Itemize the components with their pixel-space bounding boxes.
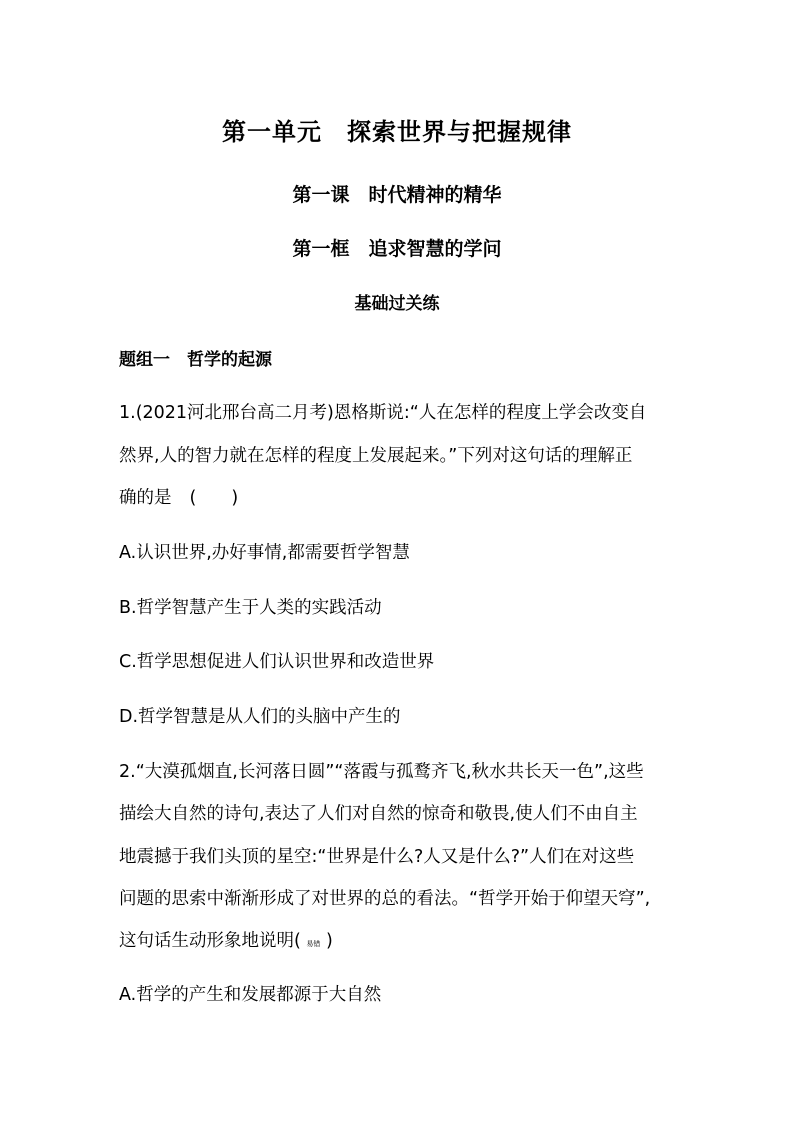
answer-bracket-close: ) [325,931,333,951]
question-2-line-3: 地震撼于我们头顶的星空:“世界是什么?人又是什么?”人们在对这些 [119,847,635,867]
lesson-title: 第一课 时代精神的精华 [292,184,502,206]
question-1-line-2: 然界,人的智力就在怎样的程度上发展起来。”下列对这句话的理解正 [119,446,633,466]
option-c: C.哲学思想促进人们认识世界和改造世界 [119,652,435,672]
question-2-stem-end: 这句话生动形象地说明 [119,931,294,951]
error-prone-note: 易错 [306,940,321,948]
question-1-line-1: 1.(2021河北邢台高二月考)恩格斯说:“人在怎样的程度上学会改变自 [119,403,647,423]
group-title: 题组一 哲学的起源 [119,350,272,370]
question-2-line-4: 问题的思索中渐渐形成了对世界的总的看法。“哲学开始于仰望天穹”, [119,889,651,909]
option-b: B.哲学智慧产生于人类的实践活动 [119,598,382,618]
question-2-line-5 [119,927,333,952]
unit-title: 第一单元 探索世界与把握规律 [222,118,572,146]
question-1-stem-end: 确的是 [119,488,172,508]
option-a: A.哲学的产生和发展都源于大自然 [119,985,382,1005]
option-a: A.认识世界,办好事情,都需要哲学智慧 [119,543,410,563]
question-2-line-2: 描绘大自然的诗句,表达了人们对自然的惊奇和敬畏,使人们不由自主 [119,804,638,824]
question-1-line-3 [119,484,238,509]
question-2-line-1: 2.“大漠孤烟直,长河落日圆”“落霞与孤鹜齐飞,秋水共长天一色”,这些 [119,762,644,782]
answer-bracket: ( ) [189,488,239,508]
section-title: 基础过关练 [354,294,440,314]
answer-bracket-open: ( [294,931,301,951]
option-d: D.哲学智慧是从人们的头脑中产生的 [119,707,401,727]
frame-title: 第一框 追求智慧的学问 [292,238,502,260]
